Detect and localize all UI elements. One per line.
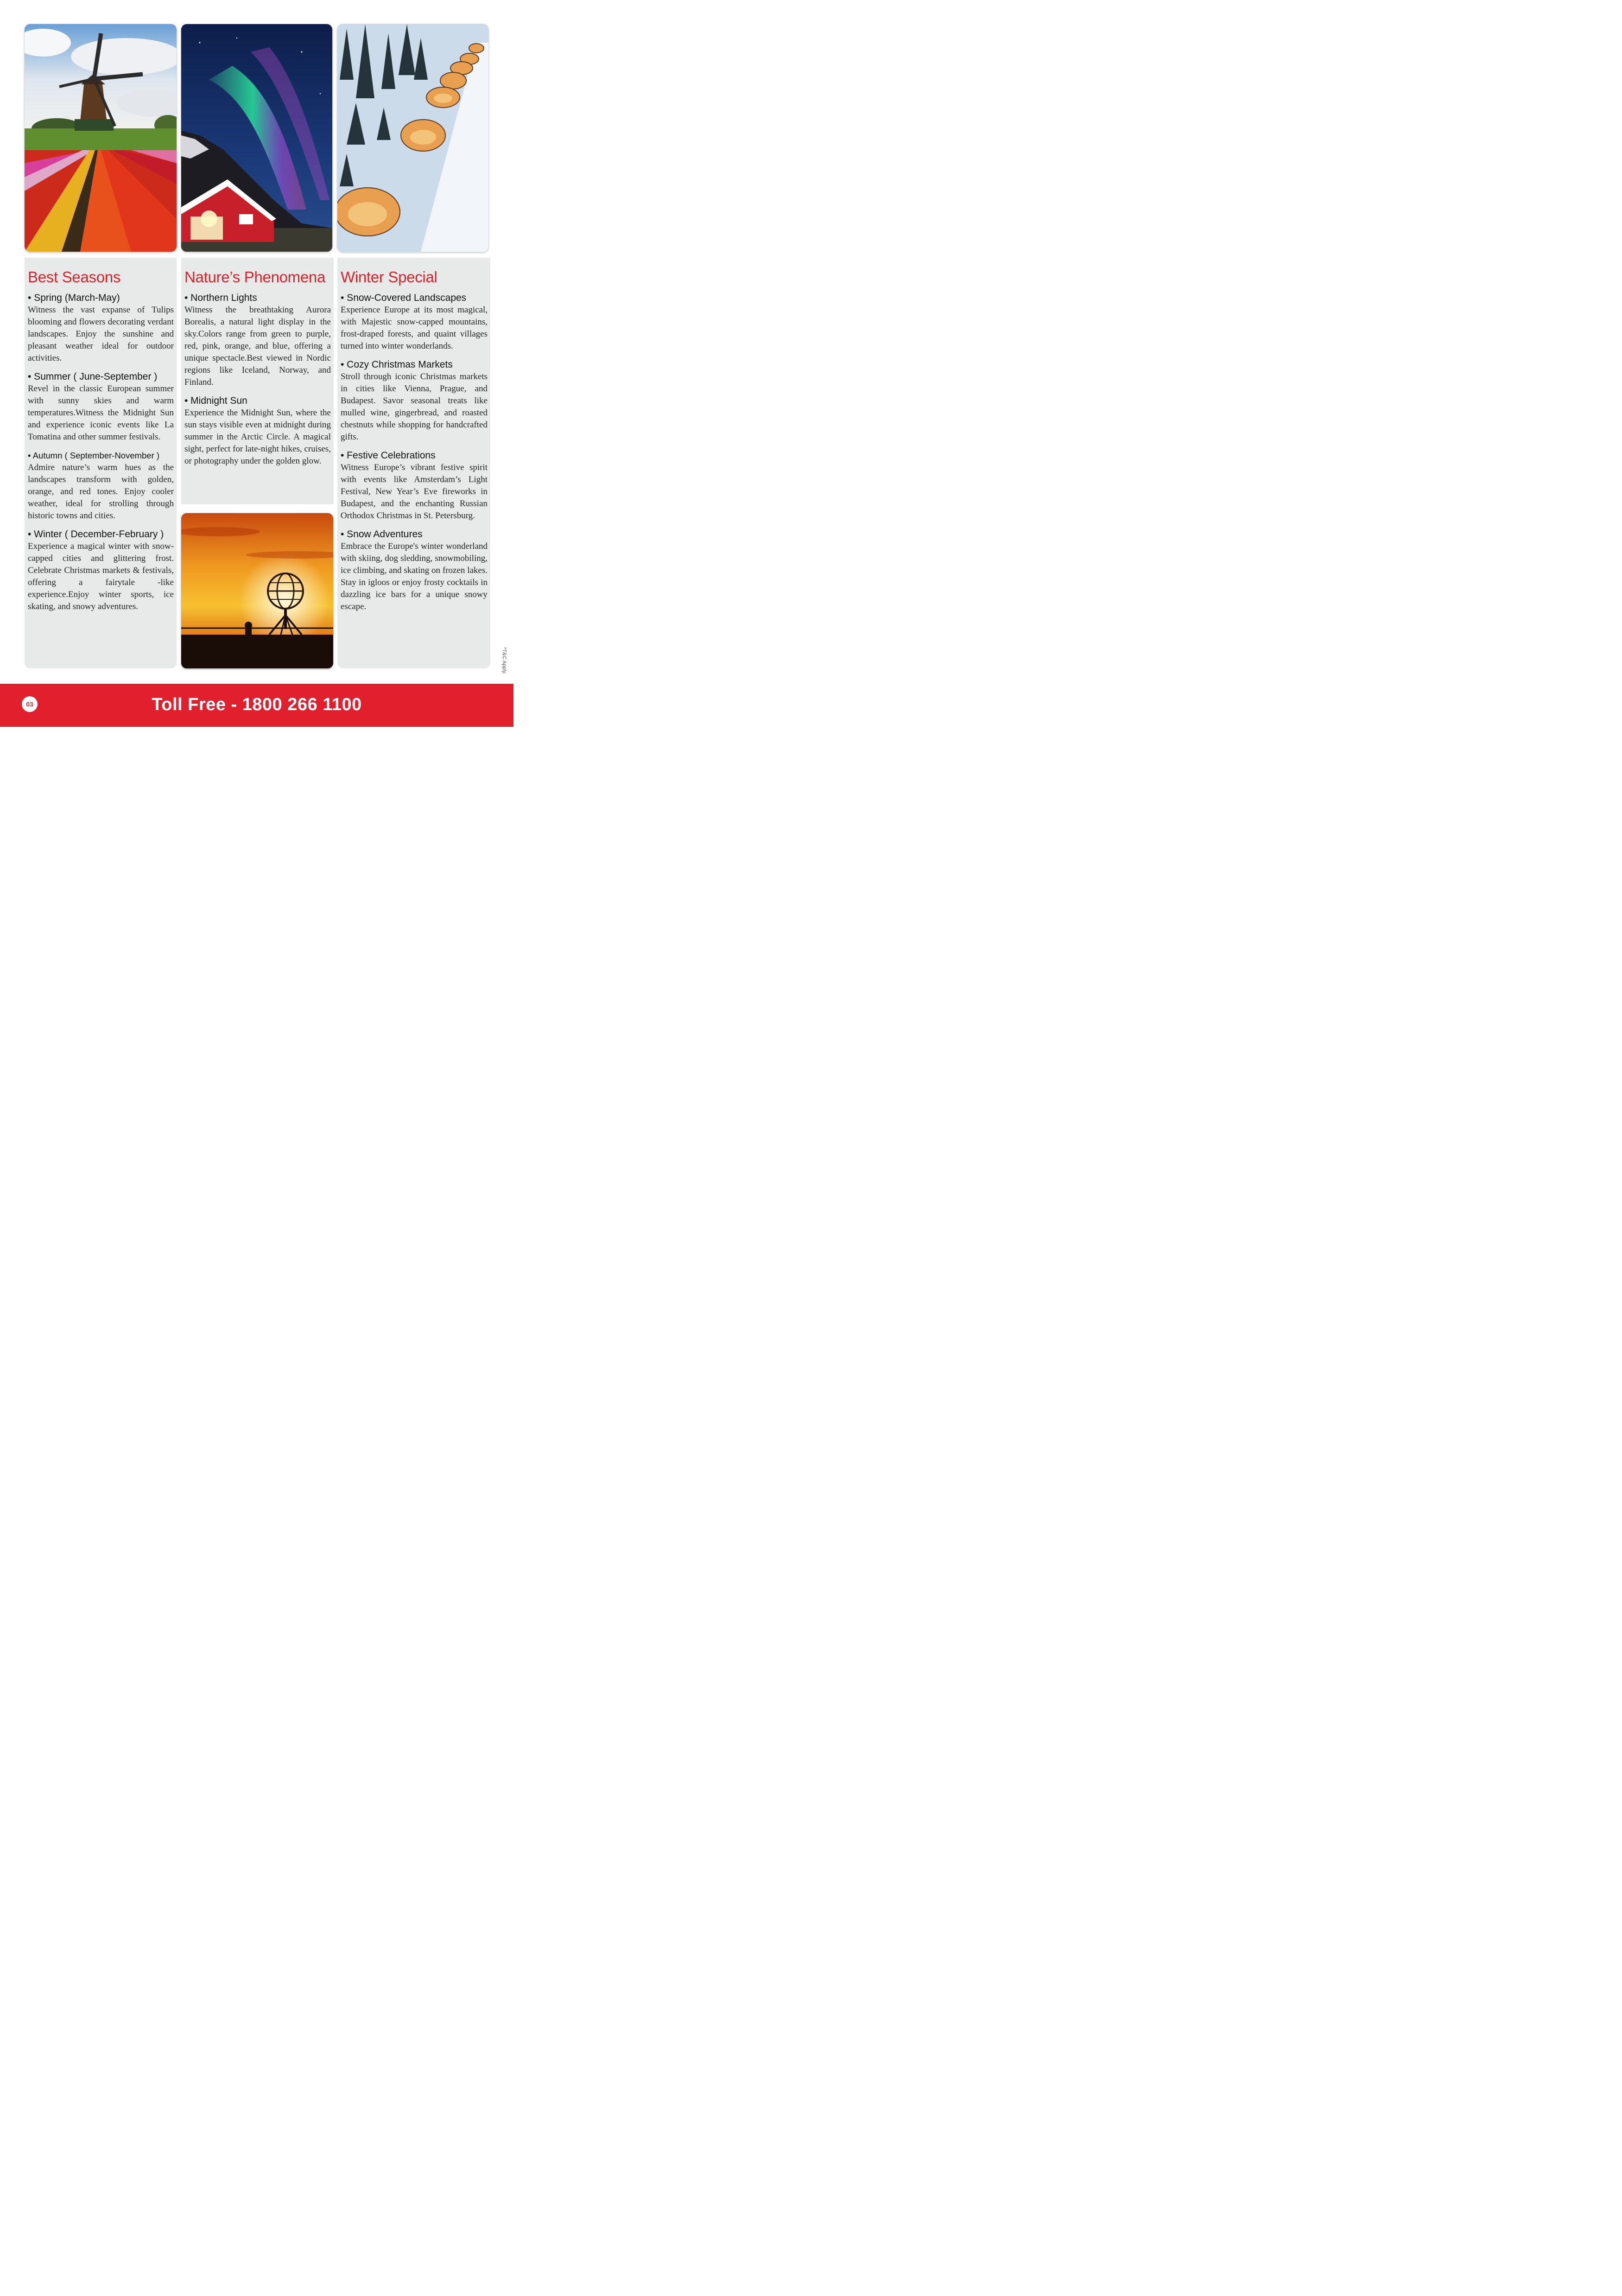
item-text: Witness Europe’s vibrant festive spirit with events like Amsterdam’s Light Festival, New Year’s Eve fireworks in Budapest, and the enchanting Russian Orthodox Christmas in St. Petersburg. xyxy=(341,463,488,521)
panel-title: Best Seasons xyxy=(28,268,121,286)
list-item xyxy=(184,395,331,467)
natures-phenomena-panel xyxy=(181,258,334,504)
list-item xyxy=(341,450,488,522)
item-text: Experience a magical winter with snow-capped cities and glittering frost. Celebrate Christmas markets & festivals, offering a fairytale -like experience.Enjoy winter sports, ice skating, and snowy adventures. xyxy=(28,541,174,611)
list-item xyxy=(341,528,488,613)
panel-title: Winter Special xyxy=(341,268,437,286)
midnight-sun-globe-photo xyxy=(181,513,333,668)
list-item xyxy=(28,371,174,443)
item-text: Stroll through iconic Christmas markets in cities like Vienna, Prague, and Budapest. Savor seasonal treats like mulled wine, gingerbread, and roasted chestnuts while shopping for handcrafted gifts. xyxy=(341,372,488,442)
terms-conditions-note: *T&C Apply. xyxy=(501,647,507,674)
item-heading: • Winter ( December-February ) xyxy=(28,529,164,540)
item-text: Experience the Midnight Sun, where the sun stays visible even at midnight during summer in the Arctic Circle. A magical sight, perfect for late-night hikes, cruises, or photography under the golden glow. xyxy=(184,408,331,466)
item-heading: • Midnight Sun xyxy=(184,395,247,406)
glass-igloo-photo xyxy=(337,24,488,252)
item-heading: • Summer ( June-September ) xyxy=(28,371,158,382)
item-heading: • Spring (March-May) xyxy=(28,293,120,303)
list-item xyxy=(184,292,331,388)
item-text: Embrace the Europe's winter wonderland with skiing, dog sledding, snowmobiling, ice climbing, and skating on frozen lakes. Stay in igloos or enjoy frosty cocktails in dazzling ice bars for a unique snowy escape. xyxy=(341,541,488,611)
item-text: Revel in the classic European summer with sunny skies and warm temperatures.Witness the Midnight Sun and experience iconic events like La Tomatina and other summer festivals. xyxy=(28,384,174,442)
panel-title: Nature’s Phenomena xyxy=(184,268,326,286)
northern-lights-photo xyxy=(181,24,332,252)
page-number-badge: 03 xyxy=(22,696,38,712)
winter-special-panel xyxy=(337,258,490,668)
item-heading: • Northern Lights xyxy=(184,293,257,303)
item-text: Witness the vast expanse of Tulips blooming and flowers decorating verdant landscapes. Enjoy the sunshine and pleasant weather ideal for outdoor activities. xyxy=(28,305,174,363)
list-item xyxy=(28,450,174,522)
list-item xyxy=(28,292,174,364)
item-text: Experience Europe at its most magical, with Majestic snow-capped mountains, frost-draped forests, and quaint villages turned into winter wonderlands. xyxy=(341,305,488,351)
toll-free-number[interactable]: Toll Free - 1800 266 1100 xyxy=(152,695,362,714)
item-heading: • Festive Celebrations xyxy=(341,450,436,461)
item-heading: • Autumn ( September-November ) xyxy=(28,451,160,460)
windmill-tulip-photo xyxy=(25,24,177,252)
list-item xyxy=(28,528,174,613)
item-text: Witness the breathtaking Aurora Borealis, a natural light display in the sky.Colors range from green to purple, red, pink, orange, and blue, offering a unique spectacle.Best viewed in Nordic regions like Iceland, Norway, and Finland. xyxy=(184,305,331,387)
item-heading: • Snow-Covered Landscapes xyxy=(341,293,467,303)
item-heading: • Cozy Christmas Markets xyxy=(341,359,453,370)
item-heading: • Snow Adventures xyxy=(341,529,423,540)
best-seasons-panel xyxy=(25,258,177,668)
footer-bar xyxy=(0,684,513,727)
item-text: Admire nature’s warm hues as the landscapes transform with golden, orange, and red tones. Enjoy cooler weather, ideal for strolling through historic towns and cities. xyxy=(28,463,174,521)
list-item xyxy=(341,292,488,352)
list-item xyxy=(341,359,488,443)
